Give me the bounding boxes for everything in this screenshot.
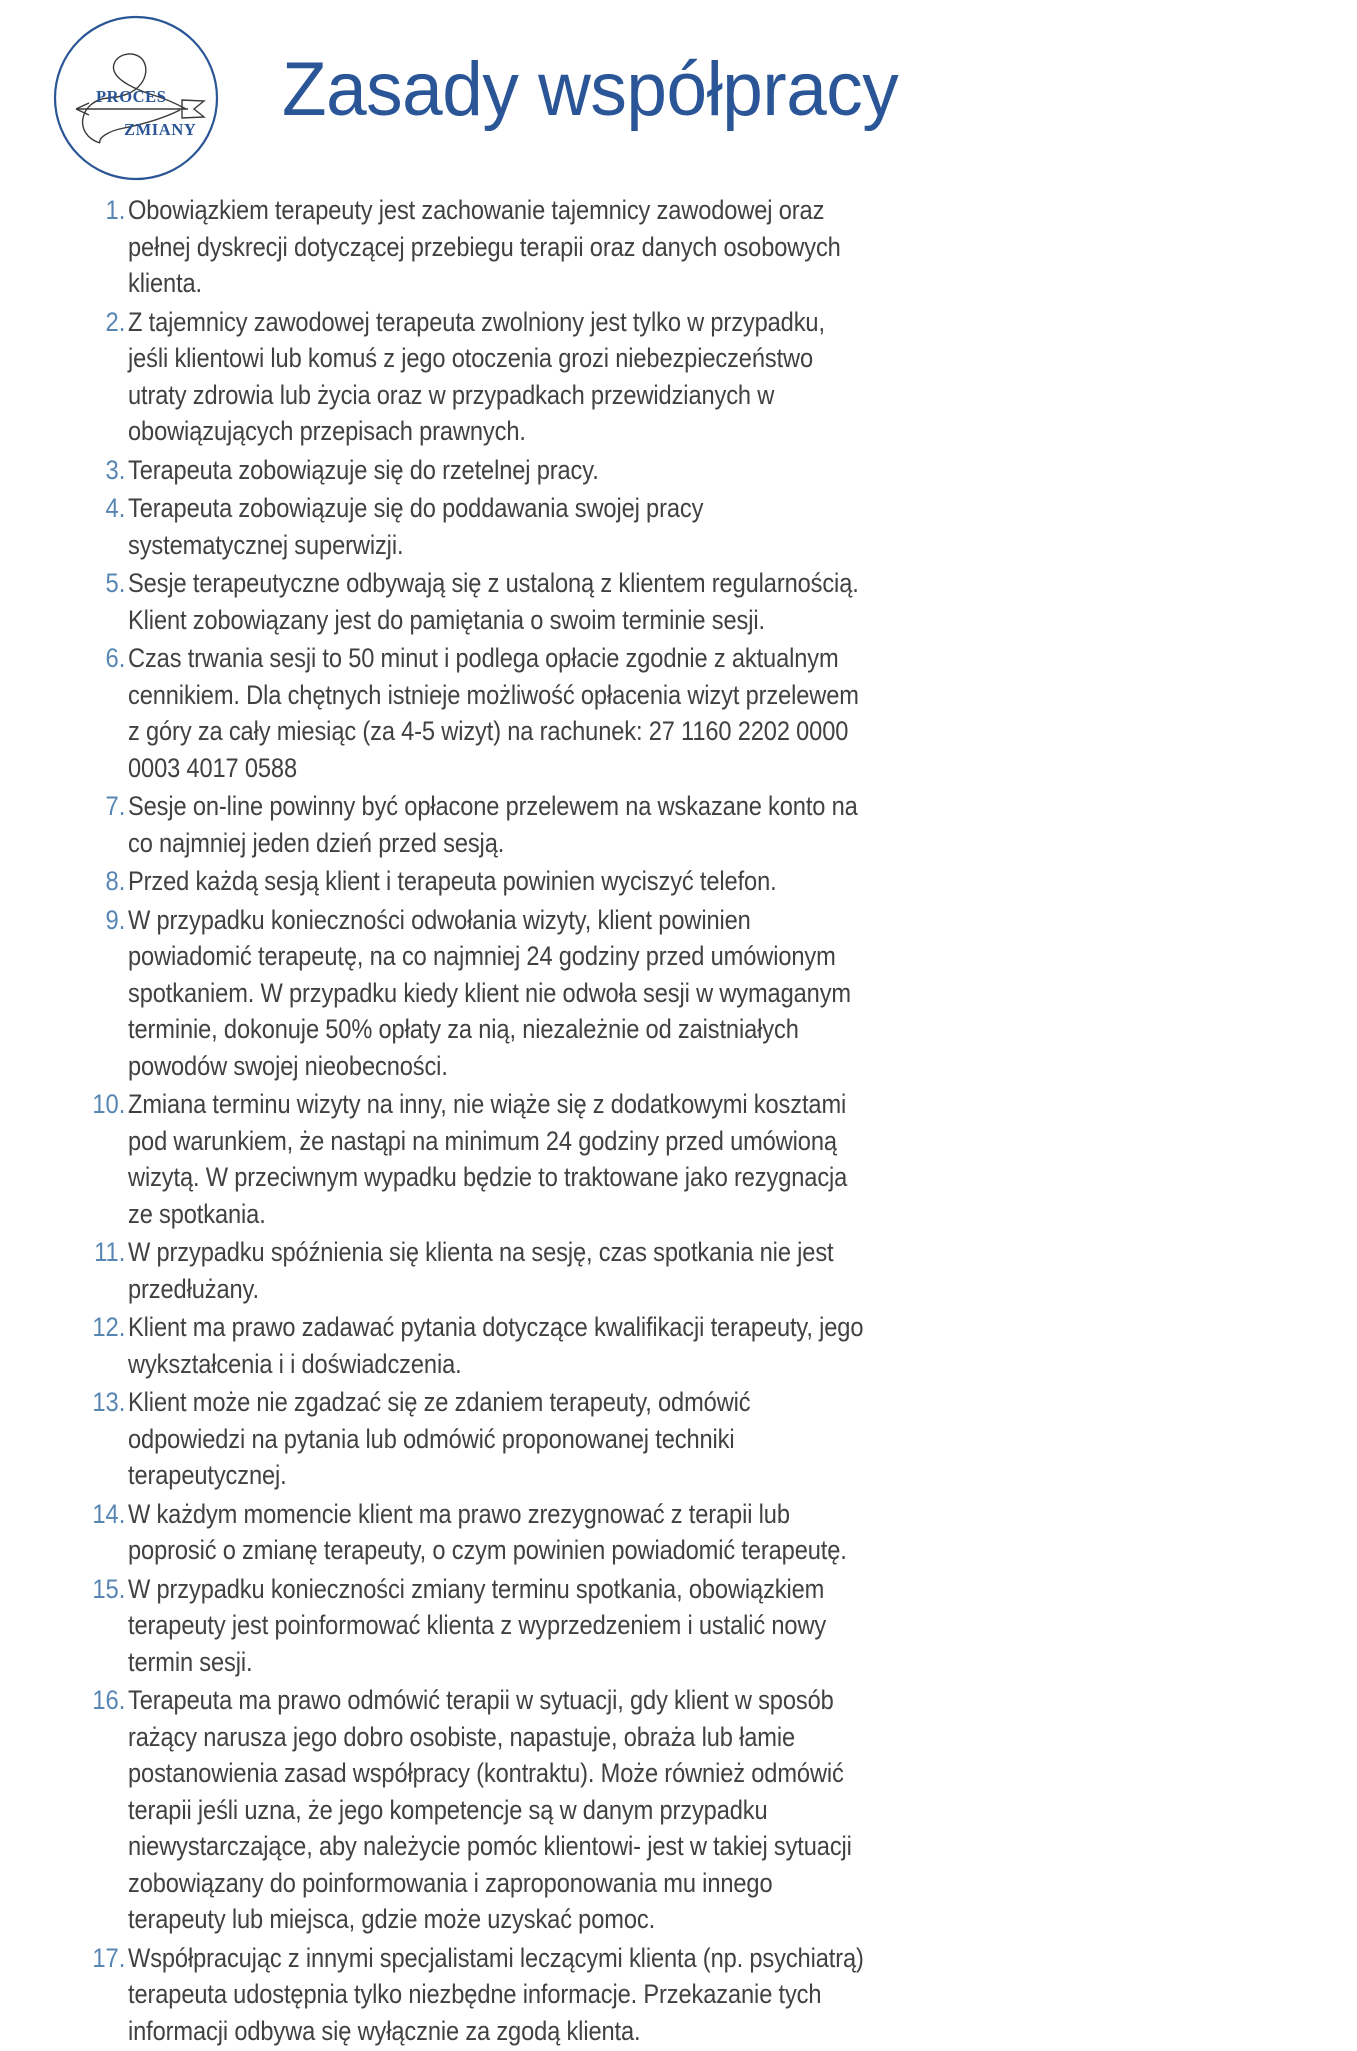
- rule-number: 4.: [105, 493, 126, 523]
- rule-item: [74, 1682, 974, 1938]
- logo-word-zmiany: ZMIANY: [124, 120, 197, 139]
- rule-item: [74, 640, 974, 786]
- rule-item: [74, 490, 974, 563]
- rule-number: 8.: [105, 866, 126, 896]
- rule-item: [74, 192, 974, 302]
- rule-number: 5.: [105, 568, 126, 598]
- rule-item: [74, 452, 974, 489]
- rule-text: Obowiązkiem terapeuty jest zachowanie tajemnicy zawodowej oraz pełnej dyskrecji dotyczącej przebiegu terapii oraz danych osobowych klienta.: [128, 195, 841, 298]
- rule-item: [74, 1086, 974, 1232]
- rule-item: [74, 1940, 974, 2050]
- rule-item: [74, 304, 974, 450]
- rule-item: [74, 863, 974, 900]
- rule-number: 2.: [105, 306, 126, 337]
- rule-text: Sesje terapeutyczne odbywają się z ustaloną z klientem regularnością. Klient zobowiązany jest do pamiętania o swoim terminie sesji.: [128, 568, 859, 635]
- rule-text: Zmiana terminu wizyty na inny, nie wiąże się z dodatkowymi kosztami pod warunkiem, że nastąpi na minimum 24 godziny przed umówioną wizytą. W przeciwnym wypadku będzie to traktowane jako rezygnacja ze spotkania.: [128, 1089, 848, 1229]
- rule-item: [74, 1571, 974, 1681]
- rule-text: Klient ma prawo zadawać pytania dotyczące kwalifikacji terapeuty, jego wykształcenia i i doświadczenia.: [128, 1312, 864, 1379]
- rule-number: 9.: [105, 904, 126, 935]
- rule-item: [74, 902, 974, 1085]
- rule-text: Terapeuta zobowiązuje się do poddawania swojej pracy systematycznej superwizji.: [128, 493, 704, 560]
- rule-item: [74, 1384, 974, 1494]
- rule-item: [74, 1309, 974, 1382]
- page-title: Zasady współpracy: [282, 47, 899, 132]
- rule-number: 10.: [92, 1089, 126, 1119]
- rule-item: [74, 1496, 974, 1569]
- rule-text: W przypadku konieczności zmiany terminu spotkania, obowiązkiem terapeuty jest poinformować klienta z wyprzedzeniem i ustalić nowy termin sesji.: [128, 1573, 827, 1677]
- logo-word-proces: PROCES: [96, 87, 167, 106]
- rule-number: 3.: [105, 454, 126, 485]
- rule-number: 14.: [92, 1498, 126, 1529]
- rule-text: Z tajemnicy zawodowej terapeuta zwolniony jest tylko w przypadku, jeśli klientowi lub komuś z jego otoczenia grozi niebezpieczeństwo utraty zdrowia lub życia oraz w przypadkach przewidzianych w obowiązujących przepisach prawnych.: [128, 306, 825, 446]
- rule-text: Terapeuta zobowiązuje się do rzetelnej pracy.: [128, 454, 599, 485]
- rule-text: Czas trwania sesji to 50 minut i podlega opłacie zgodnie z aktualnym cennikiem. Dla chętnych istnieje możliwość opłacenia wizyt przelewem z góry za cały miesiąc (za 4-5 wizyt) na rachunek: 27 1160 2202 0000 0003 4017 0588: [128, 643, 859, 783]
- rule-text: Przed każdą sesją klient i terapeuta powinien wyciszyć telefon.: [128, 866, 777, 896]
- rule-text: Terapeuta ma prawo odmówić terapii w sytuacji, gdy klient w sposób rażący narusza jego dobro osobiste, napastuje, obraża lub łamie postanowienia zasad współpracy (kontraktu). Może również odmówić terapii jeśli uzna, że jego kompetencje są w danym przypadku niewystarczające, aby należycie pomóc klientowi- jest w takiej sytuacji zobowiązany do poinformowania i zaproponowania mu innego terapeuty lub miejsca, gdzie może uzyskać pomoc.: [128, 1685, 852, 1934]
- document-header: [0, 0, 1357, 186]
- rules-list: [0, 192, 1357, 2051]
- rule-number: 11.: [94, 1237, 126, 1267]
- proces-zmiany-logo: [52, 14, 220, 182]
- rule-number: 13.: [92, 1387, 126, 1417]
- rule-text: Klient może nie zgadzać się ze zdaniem terapeuty, odmówić odpowiedzi na pytania lub odmówić proponowanej techniki terapeutycznej.: [128, 1387, 751, 1490]
- rule-number: 6.: [105, 643, 126, 673]
- rule-text: Sesje on-line powinny być opłacone przelewem na wskazane konto na co najmniej jeden dzień przed sesją.: [128, 791, 858, 858]
- rule-number: 1.: [105, 195, 126, 225]
- rule-item: [74, 565, 974, 638]
- rule-number: 17.: [92, 1942, 126, 1973]
- rule-item: [74, 788, 974, 861]
- rule-text: W każdym momencie klient ma prawo zrezygnować z terapii lub poprosić o zmianę terapeuty, o czym powinien powiadomić terapeutę.: [128, 1498, 847, 1565]
- rule-number: 7.: [105, 791, 126, 821]
- rule-text: W przypadku spóźnienia się klienta na sesję, czas spotkania nie jest przedłużany.: [128, 1237, 834, 1304]
- rule-number: 16.: [92, 1685, 126, 1715]
- rule-number: 15.: [92, 1573, 126, 1604]
- rule-item: [74, 1234, 974, 1307]
- rule-text: Współpracując z innymi specjalistami leczącymi klienta (np. psychiatrą) terapeuta udostępnia tylko niezbędne informacje. Przekazanie tych informacji odbywa się wyłącznie za zgodą klienta.: [128, 1942, 864, 2046]
- rule-number: 12.: [92, 1312, 126, 1342]
- rule-text: W przypadku konieczności odwołania wizyty, klient powinien powiadomić terapeutę, na co najmniej 24 godziny przed umówionym spotkaniem. W przypadku kiedy klient nie odwoła sesji w wymaganym terminie, dokonuje 50% opłaty za nią, niezależnie od zaistniałych powodów swojej nieobecności.: [128, 904, 851, 1081]
